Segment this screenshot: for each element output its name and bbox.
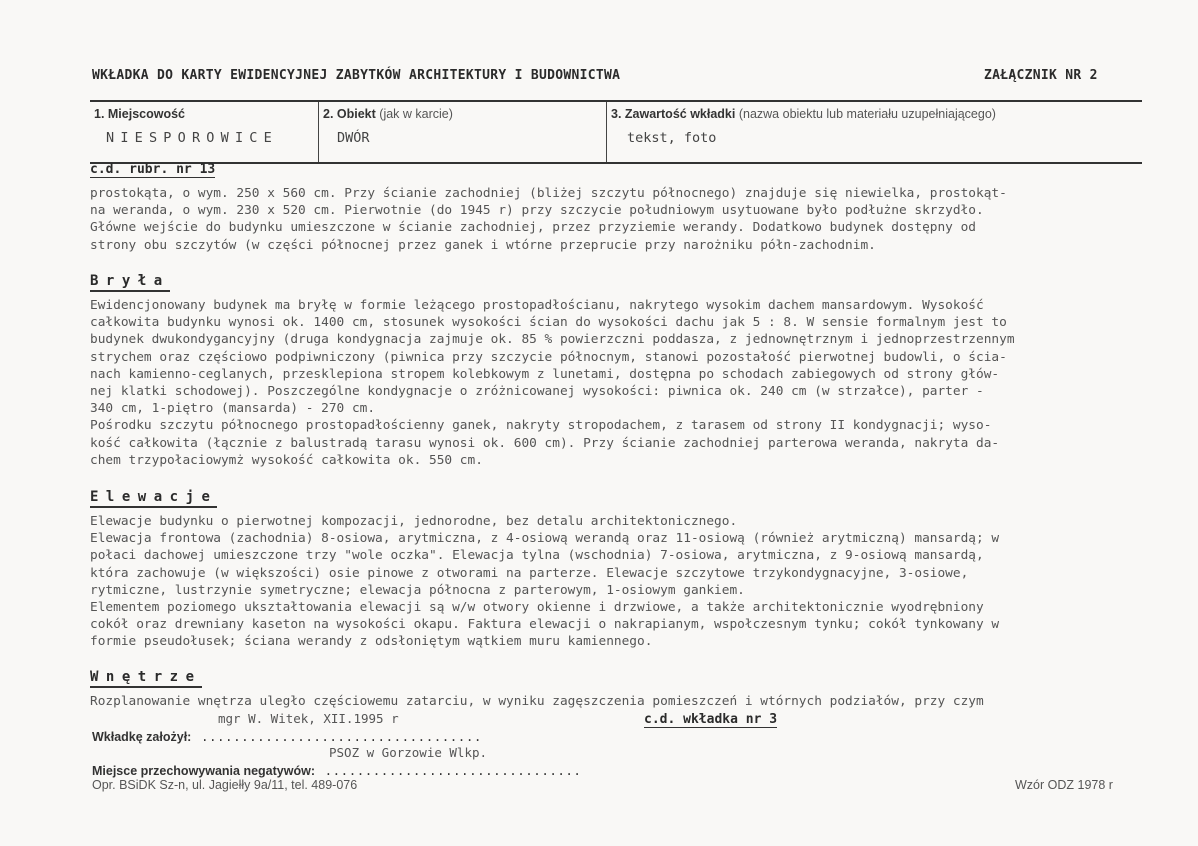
field-miejscowosc-label: 1. Miejscowość — [94, 107, 186, 121]
field-obiekt — [318, 102, 607, 162]
form-template-label: Wzór ODZ 1978 r — [1015, 778, 1113, 792]
storage-label: Miejsce przechowywania negatywów: — [92, 764, 315, 778]
text-line: która zachowuje (w większości) osie pinowe z otworami na parterze. Elewacje szczytowe trzykondygnacyjne, 3-osiowe, — [90, 565, 969, 581]
storage-dots: ................................ — [324, 763, 582, 778]
text-line: chem trzypołaciowymż wysokość całkowita ok. 550 cm. — [90, 452, 483, 468]
text-line: Ewidencjonowany budynek ma bryłę w formie leżącego prostopadłościanu, nakrytego wysokim dachem mansardowym. Wysokość — [90, 298, 984, 313]
text-line: budynek dwukondygancyjny (druga kondygnacja zajmuje ok. 85 % powierzczni poddasza, z jednownętrznym i jednoprzestrzennym — [90, 332, 1015, 348]
text-line: strony obu szczytów (w części północnej przez ganek i wtórne przeprucie przy narożniku półn-zachodnim. — [90, 237, 876, 253]
text-line: 340 cm, 1-piętro (mansarda) - 270 cm. — [90, 401, 376, 417]
text-line: Elewacja frontowa (zachodnia) 8-osiowa, arytmiczna, z 4-osiową werandą oraz 11-osiową (również arytmiczną) mansardą; w — [90, 531, 1000, 547]
text-line: całkowita budynku wynosi ok. 1400 cm, stosunek wysokości ścian do wysokości dachu jak 5 : 8. W sensie formalnym jest to — [90, 315, 1007, 331]
section-heading-wnetrze: Wnętrze — [90, 669, 202, 688]
section-heading-elewacje: Elewacje — [90, 489, 217, 508]
field-obiekt-label: 2. Obiekt (jak w karcie) — [323, 107, 453, 121]
text-line: połaci dachowej umieszczone trzy "wole oczka". Elewacja tylna (wschodnia) 7-osiowa, arytmiczna, z 9-osiową mansardą, — [90, 548, 984, 564]
text-line: Elewacje budynku o pierwotnej kompozacji, jednorodne, bez detalu architektonicznego. — [90, 514, 738, 529]
storage-value: PSOZ w Gorzowie Wlkp. — [329, 745, 488, 760]
text-line: Pośrodku szczytu północnego prostopadłościenny ganek, nakryty stropodachem, z tarasem od strony II kondygnacji; wyso- — [90, 418, 992, 434]
document-title: WKŁADKA DO KARTY EWIDENCYJNEJ ZABYTKÓW ARCHITEKTURY I BUDOWNICTWA — [92, 68, 621, 83]
intro-paragraph — [90, 185, 1120, 254]
storage-row — [92, 760, 581, 779]
author-row — [92, 726, 482, 745]
attachment-number: ZAŁĄCZNIK NR 2 — [984, 68, 1098, 83]
author-dots: ................................... — [200, 729, 482, 744]
text-line: cokół oraz drewniany kaseton na wysokości okapu. Faktura elewacji o nakrapianym, wspołczesnym tynku; cokół tynkowany w — [90, 617, 1000, 633]
field-miejscowosc-value: NIESPOROWICE — [106, 130, 278, 146]
printer-info: Opr. BSiDK Sz-n, ul. Jagiełły 9a/11, tel. 489-076 — [92, 778, 358, 792]
text-line: rytmiczne, lustrzynie symetryczne; elewacja północna z parterowym, 1-osiowym gankiem. — [90, 582, 745, 598]
field-zawartosc-label: 3. Zawartość wkładki (nazwa obiektu lub materiału uzupełniającego) — [611, 107, 996, 121]
text-line: nej klatki schodowej). Poszczególne kondygnacje o zróżnicowanej wysokości: piwnica ok. 240 cm (w strzałce), parter - — [90, 384, 984, 400]
text-line: prostokąta, o wym. 250 x 560 cm. Przy ścianie zachodniej (bliżej szczytu północnego) znajduje się niewielka, prostokąt- — [90, 186, 1007, 201]
continued-insert-label: c.d. wkładka nr 3 — [644, 712, 778, 727]
elewacje-paragraph — [90, 513, 1120, 651]
continuation-label: c.d. rubr. nr 13 — [90, 162, 216, 177]
field-zawartosc-value: tekst, foto — [627, 130, 717, 146]
text-line: kość całkowita (łącznie z balustradą tarasu wynosi ok. 600 cm). Przy ścianie zachodniej parterowa weranda, nakryta da- — [90, 435, 1000, 451]
section-heading-bryla: Bryła — [90, 273, 170, 292]
field-zawartosc — [606, 102, 1143, 162]
field-obiekt-value: DWÓR — [337, 130, 370, 146]
text-line: nach kamienno-ceglanych, przesklepiona stropem kolebkowym z lunetami, dostępna po schodach zabiegowych od strony głów- — [90, 366, 1000, 382]
author-value: mgr W. Witek, XII.1995 r — [218, 711, 399, 726]
text-line: strychem oraz częściowo podpiwniczony (piwnica przy szczycie północnym, stanowi pozostałość pierwotnej budowli, o ścia- — [90, 349, 1007, 365]
text-line: Elementem poziomego ukształtowania elewacji są w/w otwory okienne i drzwiowe, a także architektonicznie wyodrębniony — [90, 600, 984, 616]
author-label: Wkładkę założył: — [92, 730, 192, 744]
field-miejscowosc — [90, 102, 318, 162]
text-line: na weranda, o wym. 230 x 520 cm. Pierwotnie (do 1945 r) przy szczycie południowym usytuowane było podłużne skrzydło. — [90, 203, 984, 219]
text-line: formie pseudołusek; ściana werandy z odsłoniętym wątkiem muru kamiennego. — [90, 634, 653, 650]
text-line: Główne wejście do budynku umieszczone w ścianie zachodniej, przez przyziemie werandy. Dodatkowo budynek dostępny od — [90, 220, 977, 236]
text-line: Rozplanowanie wnętrza uległo częściowemu zatarciu, w wyniku zagęszczenia pomieszczeń i wtórnych podziałów, przy czym — [90, 694, 984, 709]
wnetrze-paragraph — [90, 693, 1120, 710]
header-fields-table — [90, 100, 1142, 164]
bryla-paragraph — [90, 297, 1120, 469]
